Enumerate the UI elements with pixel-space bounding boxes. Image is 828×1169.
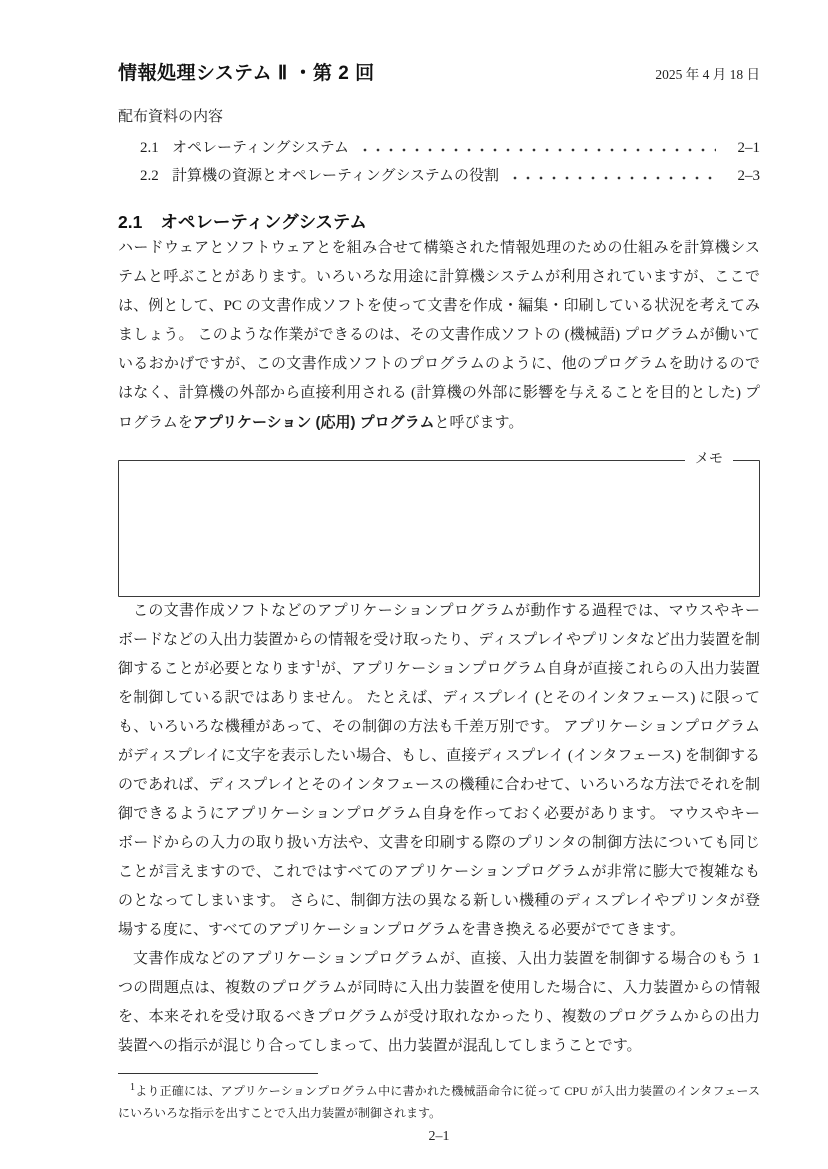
paragraph-io-control [118,597,760,945]
section-number: 2.1 [118,212,143,232]
toc-item-label: 計算機の資源とオペレーティングシステムの役割 [172,168,500,184]
table-of-contents [118,134,760,190]
paragraph-text: が、アプリケーションプログラム自身が直接これらの入出力装置を制御している訳ではありません。 たとえば、ディスプレイ (とそのインタフェース) に限っても、いろいろな機種があって、その制御の方法も千差万別です。 アプリケーションプログラムがディスプレイに文字を表示したい場合、もし、直接ディスプレイ (インタフェース) を制御するのであれば、ディスプレイとそのインタフェースの機種に合わせて、いろいろな方法でそれを制御できるようにアプリケーションプログラム自身を作っておく必要があります。 マウスやキーボードからの入力の取り扱い方法や、文書を印刷する際のプリンタの制御方法についても同じことが言えますので、これではすべてのアプリケーションプログラムが非常に膨大で複雑なものとなってしまいます。 さらに、制御方法の異なる新しい機種のディスプレイやプリンタが登場する度に、すべてのアプリケーションプログラムを書き換える必要がでてきます。 [118,661,760,938]
page-title: 情報処理システム Ⅱ ・第 2 回 [118,63,375,84]
toc-item-2-1 [118,134,760,162]
toc-item-number: 2.1 [140,140,159,156]
toc-item-2-2 [118,162,760,190]
footnote-number: 1 [130,1082,135,1093]
section-heading [118,210,760,234]
bold-term-application-program: アプリケーション (応用) プログラム [192,414,435,431]
memo-box [118,452,760,597]
toc-item-page: 2–3 [737,168,760,184]
toc-item-label: オペレーティングシステム [172,140,350,156]
paragraph-second-problem: 文書作成などのアプリケーションプログラムが、直接、入出力装置を制御する場合のもう 1 つの問題点は、複数のプログラムが同時に入出力装置を使用した場合に、入力装置からの情報を、本来それを受け取るべきプログラムが受け取れなかったり、複数のプログラムからの出力装置への指示が混じり合ってしまって、出力装置が混乱してしまうことです。 [118,951,760,1054]
paragraph-intro [118,234,760,438]
document-date: 2025 年 4 月 18 日 [655,67,760,82]
paragraph-text: と呼びます。 [434,415,524,431]
footnote-body: より正確には、アプリケーションプログラム中に書かれた機械語命令に従って CPU が入出力装置のインタフェースにいろいろな指示を出すことで入出力装置が制御されます。 [118,1084,760,1120]
section-title: オペレーティングシステム [160,212,367,232]
toc-item-number: 2.2 [140,168,159,184]
page-number: 2–1 [428,1129,450,1144]
page-header [118,58,760,85]
toc-heading: 配布資料の内容 [118,109,224,125]
footnote-rule [118,1073,318,1074]
footnote-text [118,1081,760,1124]
memo-box-label: メモ [685,450,733,470]
toc-item-page: 2–1 [737,140,760,156]
dot-leader [363,148,716,152]
dot-leader [513,176,716,180]
footnote-area [118,1073,760,1124]
footnote-marker: 1 [315,659,321,670]
paragraph-text: この文書作成ソフトなどのアプリケーションプログラムが動作する過程では、マウスやキーボードなどの入出力装置からの情報を受け取ったり、ディスプレイやプリンタなど出力装置を制御することが必要となります [118,603,760,677]
paragraph-text: ハードウェアとソフトウェアとを組み合せて構築された情報処理のための仕組みを計算機システムと呼ぶことがあります。いろいろな用途に計算機システムが利用されていますが、ここでは、例として、PC の文書作成ソフトを使って文書を作成・編集・印刷している状況を考えてみましょう。 このような作業ができるのは、その文書作成ソフトの (機械語) プログラムが働いているおかげですが、この文書作成ソフトのプログラムのように、他のプログラムを助けるのではなく、計算機の外部から直接利用される (計算機の外部に影響を与えることを目的とした) プログラムを [118,240,760,431]
